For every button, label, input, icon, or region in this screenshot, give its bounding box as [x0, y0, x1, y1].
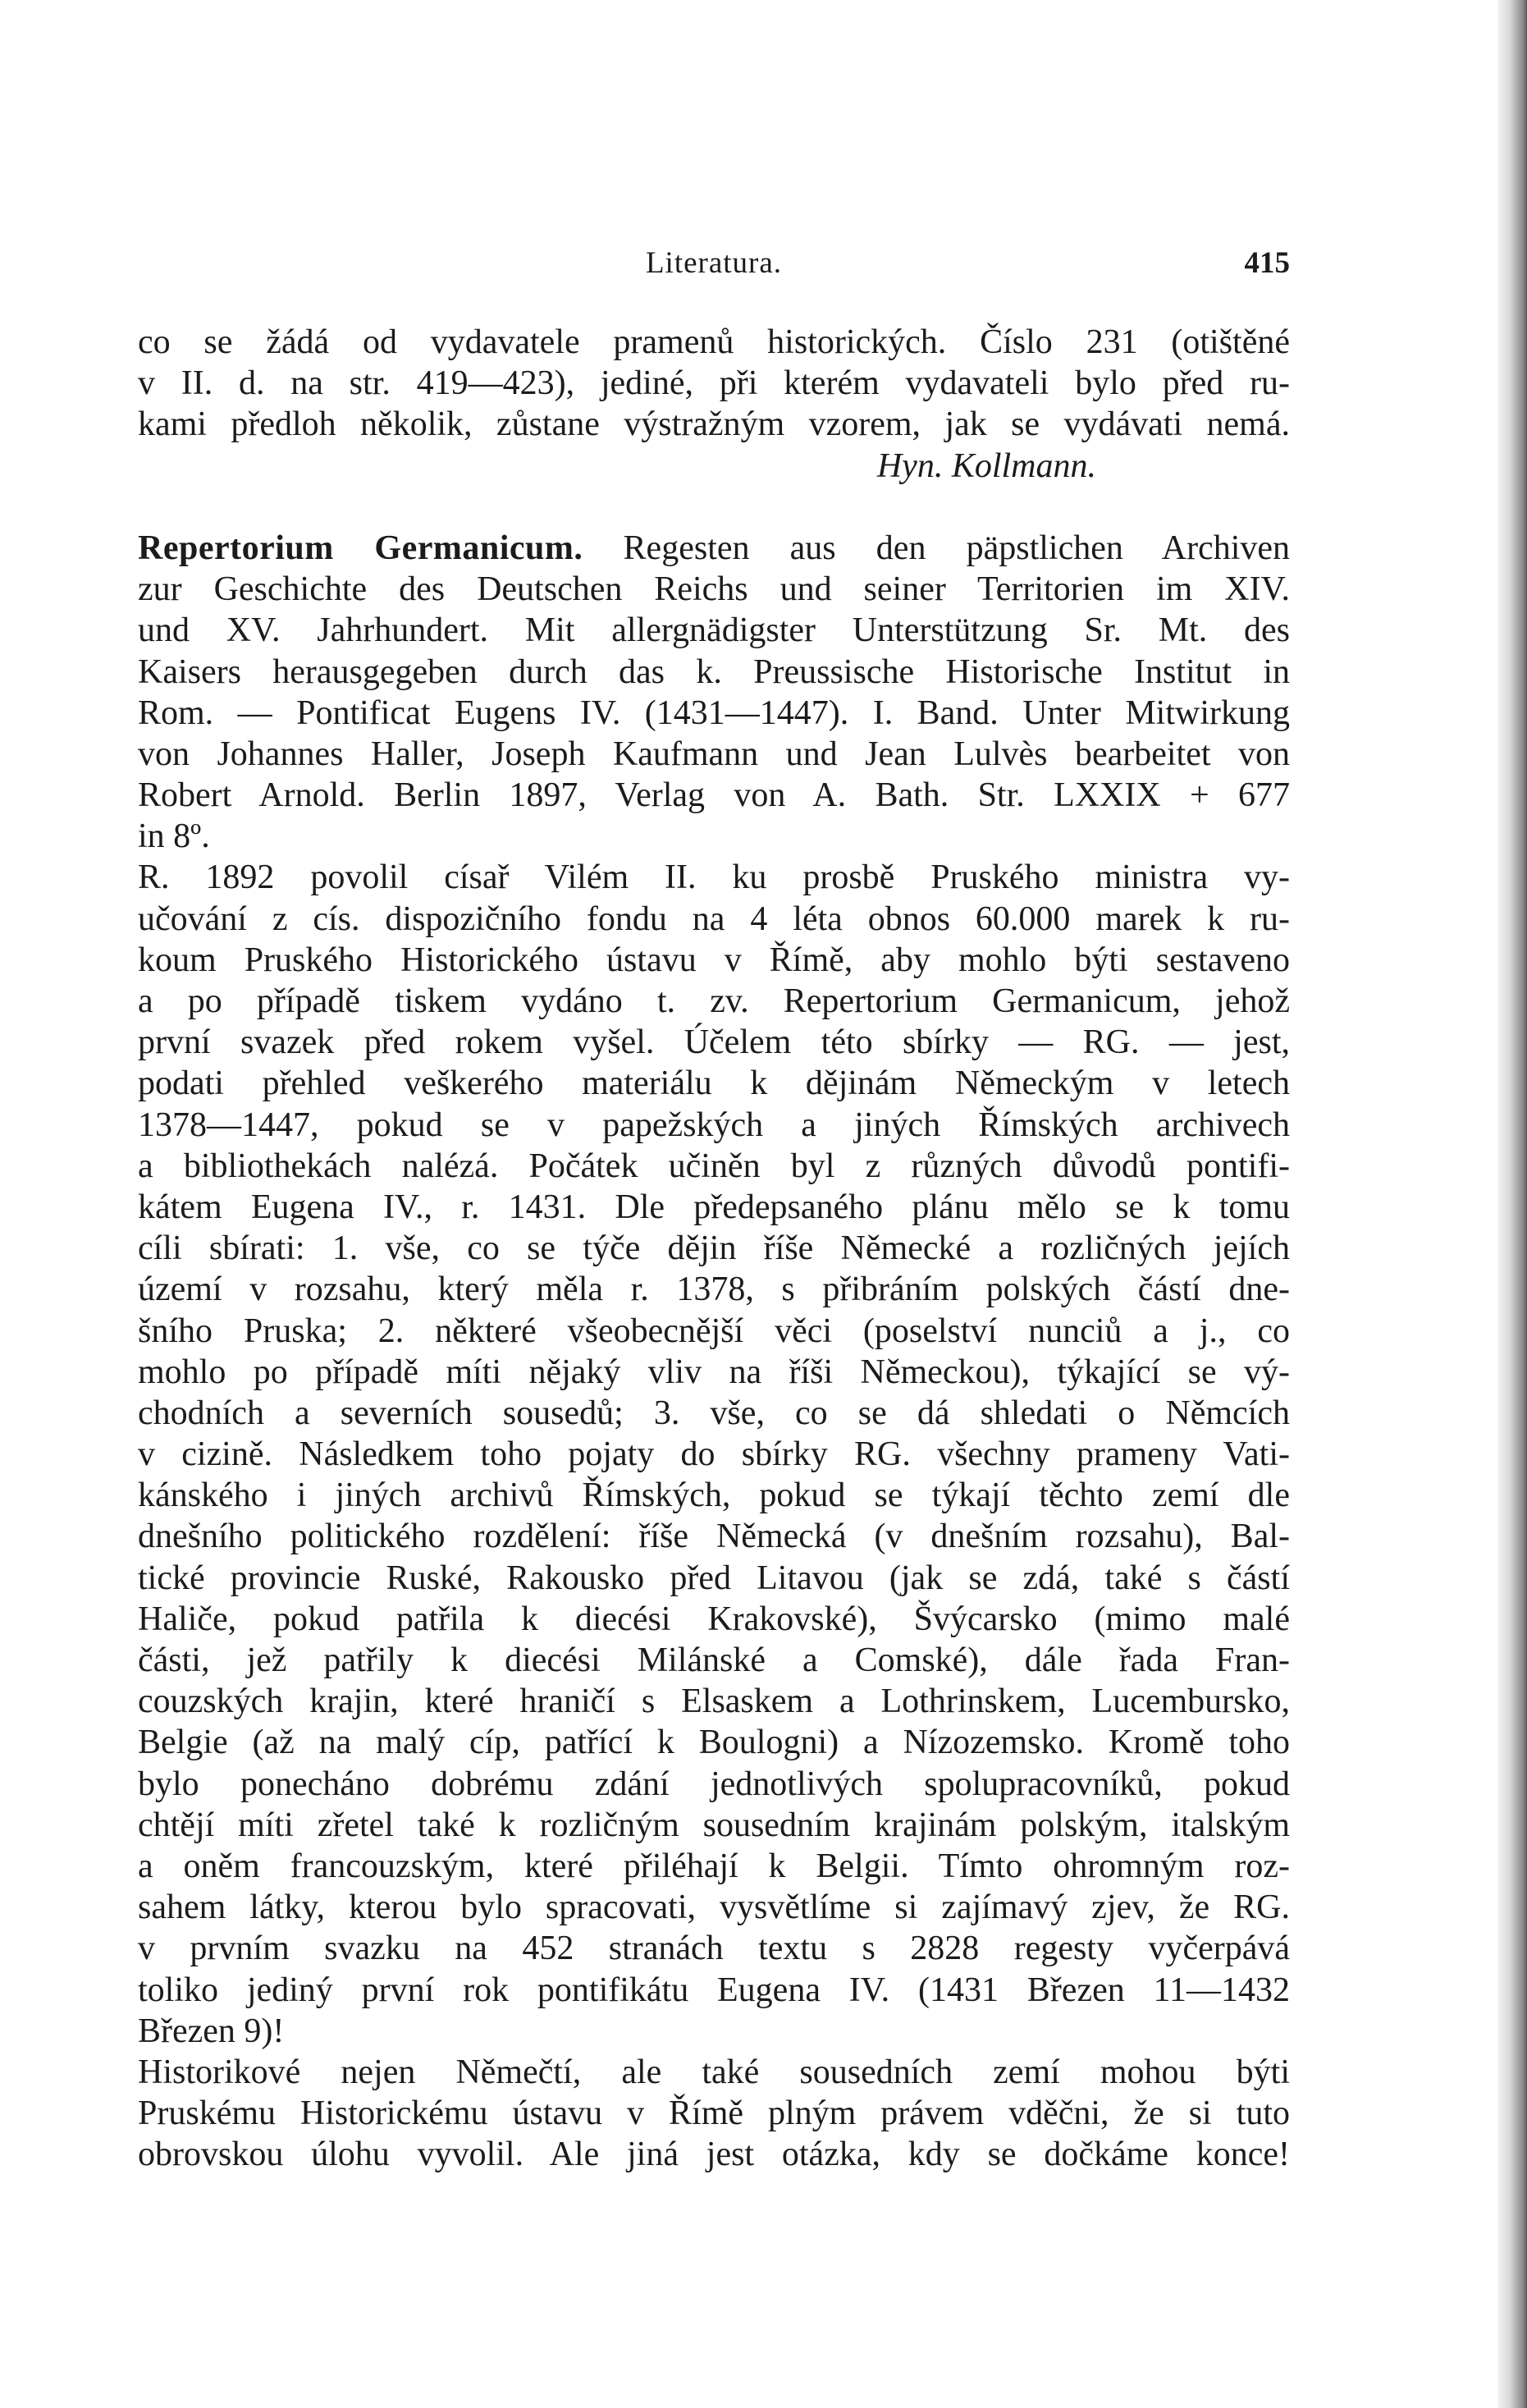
body-text — [138, 322, 1290, 2175]
text-line: in 8º. — [138, 817, 210, 856]
review-citation — [138, 528, 1290, 858]
text-line: 1378—1447, pokud se v papežských a jiných Římských archivech — [138, 1106, 1290, 1144]
text-line: v prvním svazku na 452 stranách textu s 2828 regesty vyčerpává — [138, 1930, 1290, 1968]
text-line: a bibliothekách nalézá. Počátek učiněn byl z různých důvodů pontifi- — [138, 1147, 1290, 1185]
text-line: Historikové nejen Němečtí, ale také sousedních zemí mohou býti — [138, 2053, 1290, 2091]
review-paragraph-2 — [138, 2052, 1290, 2176]
citation-first-line — [138, 528, 1290, 569]
text-line: Pruskému Historickému ústavu v Římě plným právem vděčni, že si tuto — [138, 2094, 1290, 2133]
text-line: kami předloh několik, zůstane výstražným vzorem, jak se vydávati nemá. — [138, 405, 1290, 444]
text-line: co se žádá od vydavatele pramenů historických. Číslo 231 (otištěné — [138, 323, 1290, 361]
text-line: podati přehled veškerého materiálu k dějinám Německým v letech — [138, 1064, 1290, 1103]
text-line: Březen 9)! — [138, 2012, 285, 2050]
reviewer-signature: Hyn. Kollmann. — [876, 446, 1096, 485]
text-line: cíli sbírati: 1. vše, co se týče dějin říše Německé a rozličných jejích — [138, 1229, 1290, 1268]
text-line: koum Pruského Historického ústavu v Římě, aby mohlo býti sestaveno — [138, 941, 1290, 979]
text-line: toliko jediný první rok pontifikátu Eugena IV. (1431 Březen 11—1432 — [138, 1971, 1290, 2009]
text-line: und XV. Jahrhundert. Mit allergnädigster Unterstützung Sr. Mt. des — [138, 611, 1290, 650]
text-line: dnešního politického rozdělení: říše Německá (v dnešním rozsahu), Bal- — [138, 1518, 1290, 1556]
text-line: a oněm francouzským, které přiléhají k Belgii. Tímto ohromným roz- — [138, 1847, 1290, 1885]
text-line: a po případě tiskem vydáno t. zv. Repertorium Germanicum, jehož — [138, 982, 1290, 1020]
text-line: učování z cís. dispozičního fondu na 4 léta obnos 60.000 marek k ru- — [138, 900, 1290, 938]
text-line: mohlo po případě míti nějaký vliv na říši Německou), týkající se vý- — [138, 1353, 1290, 1391]
review-paragraph-1 — [138, 857, 1290, 2051]
text-line: zur Geschichte des Deutschen Reichs und seiner Territorien im XIV. — [138, 570, 1290, 609]
citation-text: Regesten aus den päpstlichen Archiven — [623, 529, 1290, 567]
text-line: von Johannes Haller, Joseph Kaufmann und Jean Lulvès bearbeitet von — [138, 735, 1290, 773]
running-title: Literatura. — [645, 246, 783, 280]
text-line: chtějí míti zřetel také k rozličným sousedním krajinám polským, italským — [138, 1806, 1290, 1844]
text-line: bylo ponecháno dobrému zdání jednotlivých spolupracovníků, pokud — [138, 1765, 1290, 1803]
text-line: Rom. — Pontificat Eugens IV. (1431—1447). I. Band. Unter Mitwirkung — [138, 694, 1290, 732]
preceding-review-ending — [138, 322, 1290, 487]
running-head — [138, 243, 1290, 284]
text-line: kátem Eugena IV., r. 1431. Dle předepsaného plánu mělo se k tomu — [138, 1188, 1290, 1226]
text-line: chodních a severních sousedů; 3. vše, co se dá shledati o Němcích — [138, 1394, 1290, 1432]
text-line: sahem látky, kterou bylo spracovati, vysvětlíme si zajímavý zjev, že RG. — [138, 1888, 1290, 1927]
text-line: R. 1892 povolil císař Vilém II. ku prosbě Pruského ministra vy- — [138, 858, 1290, 897]
text-line: v II. d. na str. 419—423), jediné, při kterém vydavateli bylo před ru- — [138, 364, 1290, 403]
text-line: v cizině. Následkem toho pojaty do sbírky RG. všechny prameny Vati- — [138, 1435, 1290, 1474]
page-number: 415 — [1244, 246, 1290, 280]
text-line: kánského i jiných archivů Římských, pokud se týkají těchto zemí dle — [138, 1476, 1290, 1515]
text-line: Belgie (až na malý cíp, patřící k Boulogni) a Nízozemsko. Kromě toho — [138, 1724, 1290, 1762]
text-line: šního Pruska; 2. některé všeobecnější věci (poselství nunciů a j., co — [138, 1312, 1290, 1350]
review-title: Repertorium Germanicum. — [138, 529, 583, 567]
scan-page-edge — [1497, 0, 1527, 2408]
text-line: první svazek před rokem vyšel. Účelem této sbírky — RG. — jest, — [138, 1023, 1290, 1062]
text-line: couzských krajin, které hraničí s Elsaskem a Lothrinskem, Lucembursko, — [138, 1682, 1290, 1721]
text-line: Kaisers herausgegeben durch das k. Preussische Historische Institut in — [138, 652, 1290, 691]
text-line: obrovskou úlohu vyvolil. Ale jiná jest otázka, kdy se dočkáme konce! — [138, 2136, 1290, 2174]
text-line: Haliče, pokud patřila k diecési Krakovské), Švýcarsko (mimo malé — [138, 1600, 1290, 1638]
section-gap — [138, 487, 1290, 528]
text-line: území v rozsahu, který měla r. 1378, s přibráním polských částí dne- — [138, 1270, 1290, 1309]
text-line: části, jež patřily k diecési Milánské a Comské), dále řada Fran- — [138, 1641, 1290, 1679]
text-line: Robert Arnold. Berlin 1897, Verlag von A. Bath. Str. LXXIX + 677 — [138, 776, 1290, 815]
text-line: tické provincie Ruské, Rakousko před Litavou (jak se zdá, také s částí — [138, 1559, 1290, 1597]
